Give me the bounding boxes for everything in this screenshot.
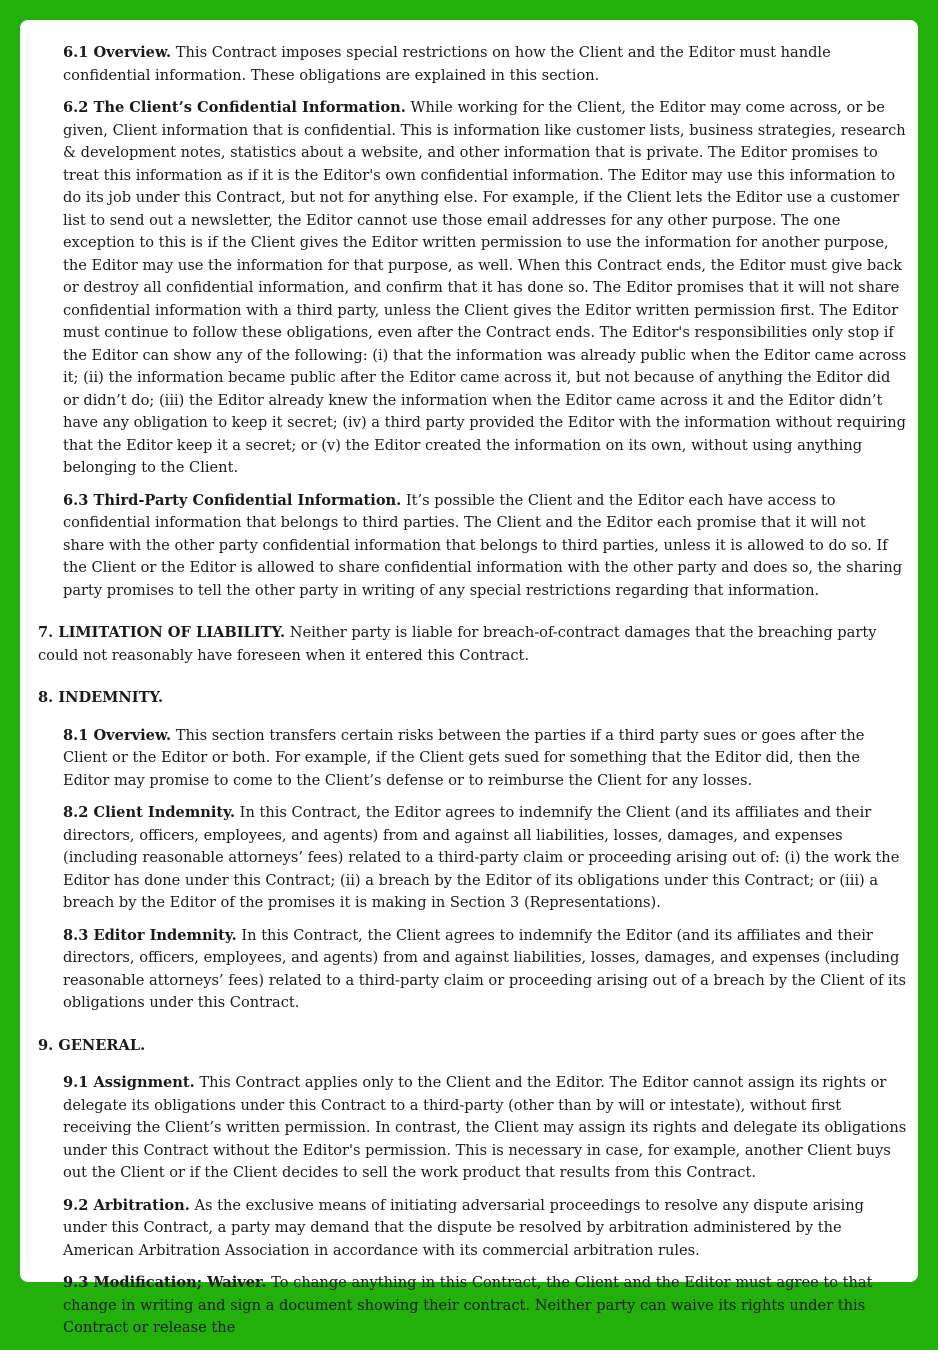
section-6-1-text: This Contract imposes special restrictions on how the Client and the Editor must handle confidential information. These obligations are explained in this section. <box>63 44 831 84</box>
section-9-heading <box>38 1035 908 1058</box>
section-6-2 <box>63 97 908 480</box>
section-8-3-text: In this Contract, the Client agrees to indemnify the Editor (and its affiliates and their directors, officers, employees, and agents) from and against liabilities, losses, damages, and expenses (including reasonable attorneys’ fees) related to a third-party claim or proceeding arising out of a breach by the Client of its obligations under this Contract. <box>63 926 907 1011</box>
section-9-title: 9. GENERAL. <box>38 1036 146 1054</box>
section-8-2 <box>63 802 908 915</box>
section-6-2-title: 6.2 The Client’s Confidential Information. <box>63 99 406 116</box>
section-6-3-title: 6.3 Third-Party Confidential Information. <box>63 491 402 509</box>
section-8-3 <box>63 925 908 1015</box>
section-9-1-title: 9.1 Assignment. <box>63 1074 195 1091</box>
section-8-heading <box>38 687 908 710</box>
section-9-3-title: 9.3 Modification; Waiver. <box>63 1274 267 1291</box>
section-9-3-text: To change anything in this Contract, the Client and the Editor must agree to that change in writing and sign a document showing their contract. Neither party can waive its rights under this Contract or release the <box>63 1274 873 1336</box>
section-9-1-text: This Contract applies only to the Client and the Editor. The Editor cannot assign its rights or delegate its obligations under this Contract to a third-party (other than by will or intestate), without first receiving the Client’s written permission. In contrast, the Client may assign its rights and delegate its obligations under this Contract without the Editor's permission. This is necessary in case, for example, another Client buys out the Client or if the Client decides to sell the work product that results from this Contract. <box>63 1074 907 1181</box>
section-6-1 <box>63 42 908 87</box>
section-7-title: 7. LIMITATION OF LIABILITY. <box>38 624 286 641</box>
document-body <box>38 42 908 1350</box>
section-9-2 <box>63 1195 908 1263</box>
section-9-1 <box>63 1072 908 1185</box>
section-6-3-text: It’s possible the Client and the Editor each have access to confidential information that belongs to third parties. The Client and the Editor each promise that it will not share with the other party confidential information that belongs to third parties, unless it is allowed to do so. If the Client or the Editor is allowed to share confidential information with the other party and does so, the sharing party promises to tell the other party in writing of any special restrictions regarding that information. <box>63 491 903 599</box>
document-page <box>20 20 918 1336</box>
section-9-2-text: As the exclusive means of initiating adversarial proceedings to resolve any dispute arising under this Contract, a party may demand that the dispute be resolved by arbitration administered by the American Arbitration Association in accordance with its commercial arbitration rules. <box>63 1196 865 1259</box>
section-6-1-title: 6.1 Overview. <box>63 44 172 61</box>
section-7-text: Neither party is liable for breach-of-contract damages that the breaching party could not reasonably have foreseen when it entered this Contract. <box>38 624 877 664</box>
section-6-3 <box>63 490 908 603</box>
section-8-1 <box>63 725 908 793</box>
section-8-2-text: In this Contract, the Editor agrees to indemnify the Client (and its affiliates and their directors, officers, employees, and agents) from and against all liabilities, losses, damages, and expenses (including reasonable attorneys’ fees) related to a third-party claim or proceeding arising out of: (i) the work the Editor has done under this Contract; (ii) a breach by the Editor of its obligations under this Contract; or (iii) a breach by the Editor of the promises it is making in Section 3 (Representations). <box>63 804 900 911</box>
section-8-title: 8. INDEMNITY. <box>38 689 164 706</box>
section-7 <box>38 622 908 667</box>
section-8-1-text: This section transfers certain risks between the parties if a third party sues or goes after the Client or the Editor or both. For example, if the Client gets sued for something that the Editor did, then the Editor may promise to come to the Client’s defense or to reimburse the Client for any losses. <box>63 726 865 789</box>
section-9-3 <box>63 1272 908 1340</box>
section-8-3-title: 8.3 Editor Indemnity. <box>63 926 237 944</box>
section-9-2-title: 9.2 Arbitration. <box>63 1196 190 1214</box>
section-8-2-title: 8.2 Client Indemnity. <box>63 804 236 821</box>
section-6-2-text: While working for the Client, the Editor may come across, or be given, Client information that is confidential. This is information like customer lists, business strategies, research & development notes, statistics about a website, and other information that is private. The Editor promises to treat this information as if it is the Editor's own confidential information. The Editor may use this information to do its job under this Contract, but not for anything else. For example, if the Client lets the Editor use a customer list to send out a newsletter, the Editor cannot use those email addresses for any other purpose. The one exception to this is if the Client gives the Editor written permission to use the information for another purpose, the Editor may use the information for that purpose, as well. When this Contract ends, the Editor must give back or destroy all confidential information, and confirm that it has done so. The Editor promises that it will not share confidential information with a third party, unless the Client gives the Editor written permission first. The Editor must continue to follow these obligations, even after the Contract ends. The Editor's responsibilities only stop if the Editor can show any of the following: (i) that the information was already public when the Editor came across it; (ii) the information became public after the Editor came across it, but not because of anything the Editor did or didn’t do; (iii) the Editor already knew the information when the Editor came across it and the Editor didn’t have any obligation to keep it secret; (iv) a third party provided the Editor with the information without requiring that the Editor keep it a secret; or (v) the Editor created the information on its own, without using anything belonging to the Client. <box>63 99 907 476</box>
section-8-1-title: 8.1 Overview. <box>63 726 172 744</box>
